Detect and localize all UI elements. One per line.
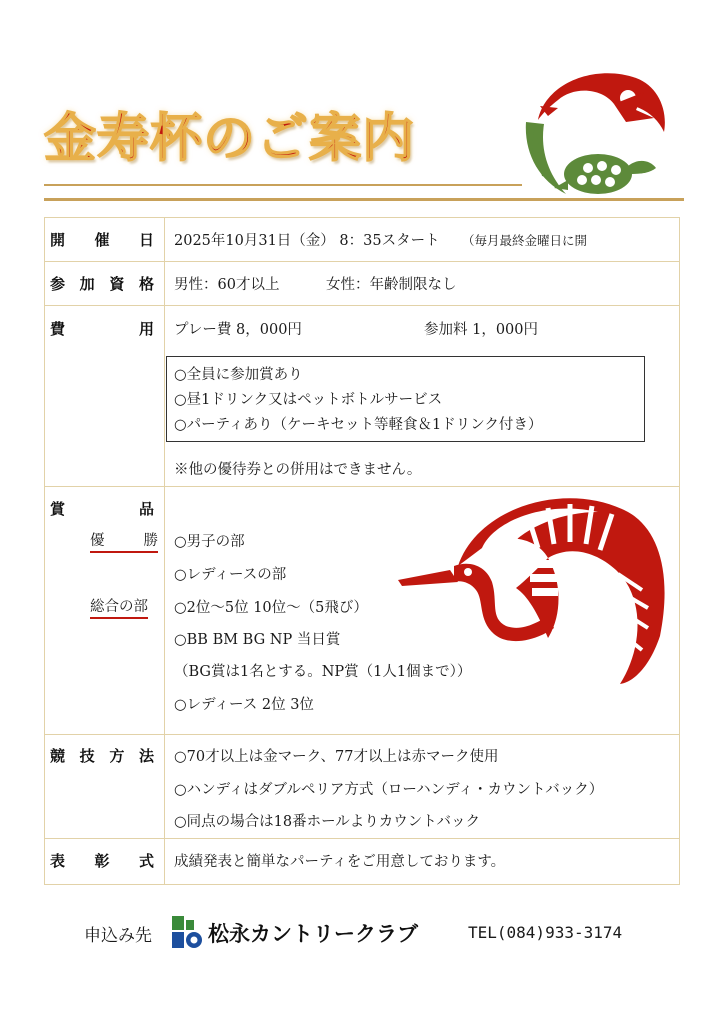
fee-notice: ※他の優待券との併用はできません。: [174, 462, 422, 478]
prize-item: ○2位～5位 10位～（5飛び）: [174, 600, 368, 616]
prize-item: （BG賞は1名とする。NP賞（1人1個まで））: [174, 664, 472, 680]
method-item: ○同点の場合は18番ホールよりカウントバック: [174, 814, 481, 830]
prize-item: ○レディースの部: [174, 567, 287, 583]
benefit-item: ○全員に参加賞あり: [174, 367, 303, 383]
page-title: 金寿杯のご案内: [44, 108, 416, 169]
label-method: 競 技 方 法: [50, 747, 154, 765]
apply-label: 申込み先: [84, 926, 152, 946]
table-row-divider: [44, 734, 680, 735]
label-eligibility: 参 加 資 格: [50, 275, 154, 293]
overall-label: 総合の部: [90, 595, 148, 619]
entry-fee: 参加料 1，000円: [424, 322, 539, 338]
date-text: 2025年10月31日（金） 8：35スタート: [174, 233, 440, 249]
label-prizes: 賞 品: [50, 500, 154, 518]
benefit-item: ○パーティあり（ケーキセット等軽食＆1ドリンク付き）: [174, 417, 543, 433]
benefit-item: ○昼1ドリンク又はペットボトルサービス: [174, 392, 443, 408]
play-fee: プレー費 8，000円: [174, 322, 302, 338]
label-fee: 費 用: [50, 320, 154, 338]
prize-item: ○レディース 2位 3位: [174, 697, 314, 713]
eligibility-female: 女性：年齢制限なし: [326, 277, 457, 293]
table-row-divider: [44, 261, 680, 262]
label-date: 開 催 日: [50, 231, 154, 249]
matsunaga-logo-icon: [172, 916, 206, 948]
tel-number: TEL(084)933-3174: [468, 923, 623, 942]
header-divider: [44, 198, 684, 201]
crane-turtle-emblem-icon: [518, 62, 668, 198]
title-underline: [44, 184, 522, 186]
award-text: 成績発表と簡単なパーティをご用意しております。: [174, 854, 506, 870]
prize-item: ○BB BM BG NP 当日賞: [174, 632, 341, 648]
method-item: ○ハンディはダブルペリア方式（ローハンディ・カウントバック）: [174, 782, 604, 798]
table-column-divider: [164, 217, 165, 885]
table-row-divider: [44, 838, 680, 839]
table-row-divider: [44, 305, 680, 306]
prize-item: ○男子の部: [174, 534, 245, 550]
eligibility-male: 男性：60才以上: [174, 277, 280, 293]
date-note: （毎月最終金曜日に開: [462, 233, 588, 248]
club-name: 松永カントリークラブ: [208, 922, 418, 946]
label-award: 表 彰 式: [50, 852, 154, 870]
method-item: ○70才以上は金マーク、77才以上は赤マーク使用: [174, 749, 499, 765]
red-crane-icon: [398, 486, 670, 684]
winner-label: 優 勝: [90, 529, 158, 553]
